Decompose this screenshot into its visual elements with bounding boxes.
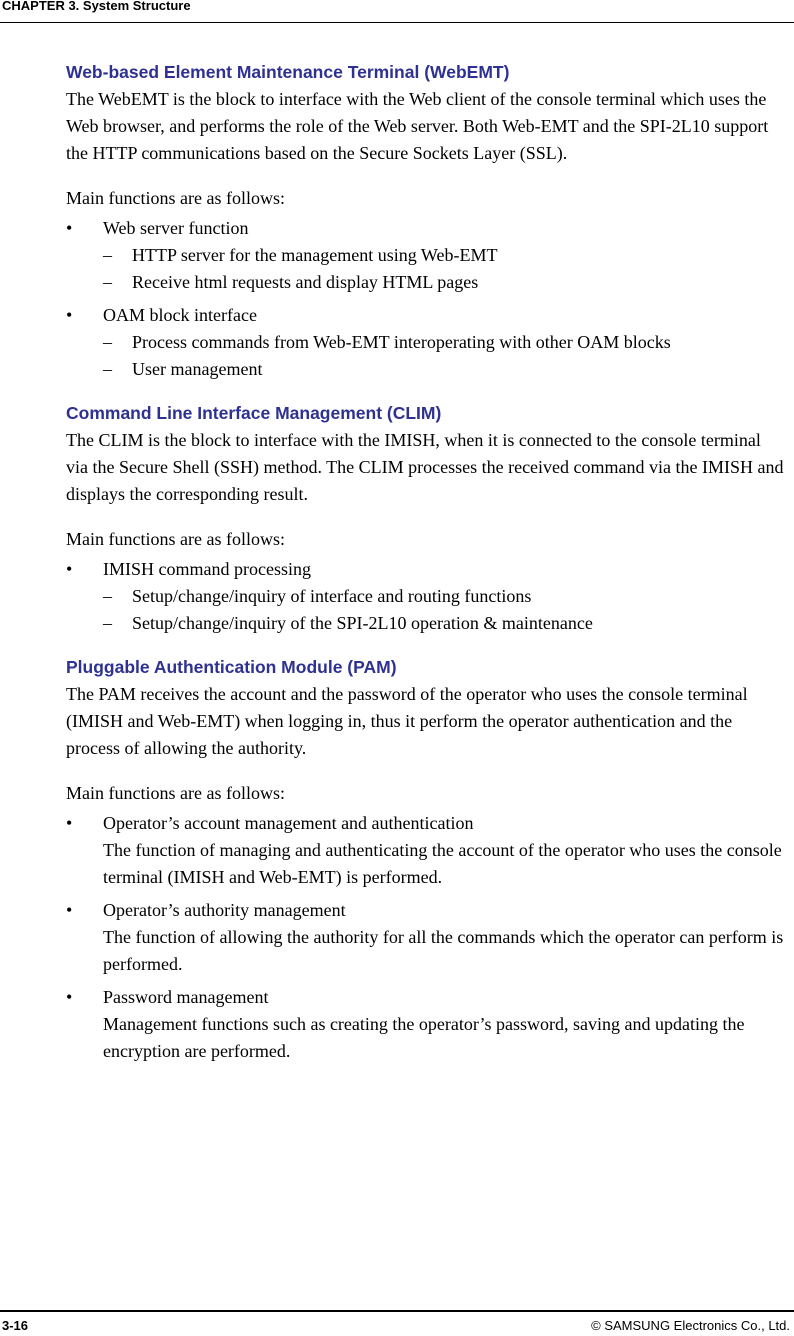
bullet-icon: • [66,813,73,833]
document-body [66,60,786,1071]
list-item [66,556,786,637]
section-intro: The WebEMT is the block to interface with the Web client of the console terminal which uses the Web browser, and performs the role of the Web server. Both Web-EMT and the SPI-2L10 support the HTTP communications based on the Secure Sockets Layer (SSL). [66,89,769,163]
bullet-icon: • [66,987,73,1007]
sub-list-item-text: Setup/change/inquiry of interface and routing functions [132,586,532,606]
dash-icon: – [103,332,112,352]
section-lead: Main functions are as follows: [66,783,285,803]
sub-list-item [103,242,786,269]
sub-list-item [103,583,786,610]
sub-list-item-text: User management [132,359,263,379]
section-clim [66,401,786,637]
list-item-text: Operator’s authority management [103,900,346,920]
sub-list [103,242,786,296]
section-lead: Main functions are as follows: [66,188,285,208]
section-webemt [66,60,786,383]
sub-list-item [103,269,786,296]
function-list [66,556,786,637]
list-item-description: The function of allowing the authority for all the commands which the operator can perform is performed. [103,927,784,974]
function-list [66,215,786,383]
dash-icon: – [103,613,112,633]
bullet-icon: • [66,305,73,325]
footer-divider [0,1310,794,1312]
sub-list-item [103,329,786,356]
function-list [66,810,786,1065]
list-item [66,215,786,296]
dash-icon: – [103,586,112,606]
sub-list-item-text: HTTP server for the management using Web-EMT [132,245,498,265]
dash-icon: – [103,245,112,265]
section-intro: The PAM receives the account and the password of the operator who uses the console terminal (IMISH and Web-EMT) when logging in, thus it perform the operator authentication and the process of allowing the authority. [66,684,748,758]
list-item-description: Management functions such as creating the operator’s password, saving and updating the encryption are performed. [103,1014,745,1061]
bullet-icon: • [66,900,73,920]
list-item [66,984,786,1065]
sub-list [103,329,786,383]
list-item [66,810,786,891]
list-item-text: IMISH command processing [103,559,311,579]
header-divider [0,22,794,23]
copyright: © SAMSUNG Electronics Co., Ltd. [591,1318,790,1333]
sub-list-item-text: Setup/change/inquiry of the SPI-2L10 operation & maintenance [132,613,593,633]
section-title: Command Line Interface Management (CLIM) [66,403,442,423]
sub-list-item [103,356,786,383]
section-title: Web-based Element Maintenance Terminal (WebEMT) [66,62,510,82]
sub-list-item-text: Process commands from Web-EMT interoperating with other OAM blocks [132,332,671,352]
bullet-icon: • [66,218,73,238]
dash-icon: – [103,359,112,379]
dash-icon: – [103,272,112,292]
list-item [66,897,786,978]
chapter-header: CHAPTER 3. System Structure [2,0,191,13]
list-item-text: Operator’s account management and authentication [103,813,474,833]
bullet-icon: • [66,559,73,579]
list-item-text: OAM block interface [103,305,257,325]
sub-list-item-text: Receive html requests and display HTML pages [132,272,479,292]
list-item [66,302,786,383]
page-number: 3-16 [2,1318,29,1333]
list-item-text: Password management [103,987,269,1007]
section-intro: The CLIM is the block to interface with the IMISH, when it is connected to the console terminal via the Secure Shell (SSH) method. The CLIM processes the received command via the IMISH and displays the corresponding result. [66,430,784,504]
list-item-text: Web server function [103,218,249,238]
list-item-description: The function of managing and authenticating the account of the operator who uses the console terminal (IMISH and Web-EMT) is performed. [103,840,782,887]
section-pam [66,655,786,1065]
section-lead: Main functions are as follows: [66,529,285,549]
sub-list-item [103,610,786,637]
section-title: Pluggable Authentication Module (PAM) [66,657,397,677]
sub-list [103,583,786,637]
